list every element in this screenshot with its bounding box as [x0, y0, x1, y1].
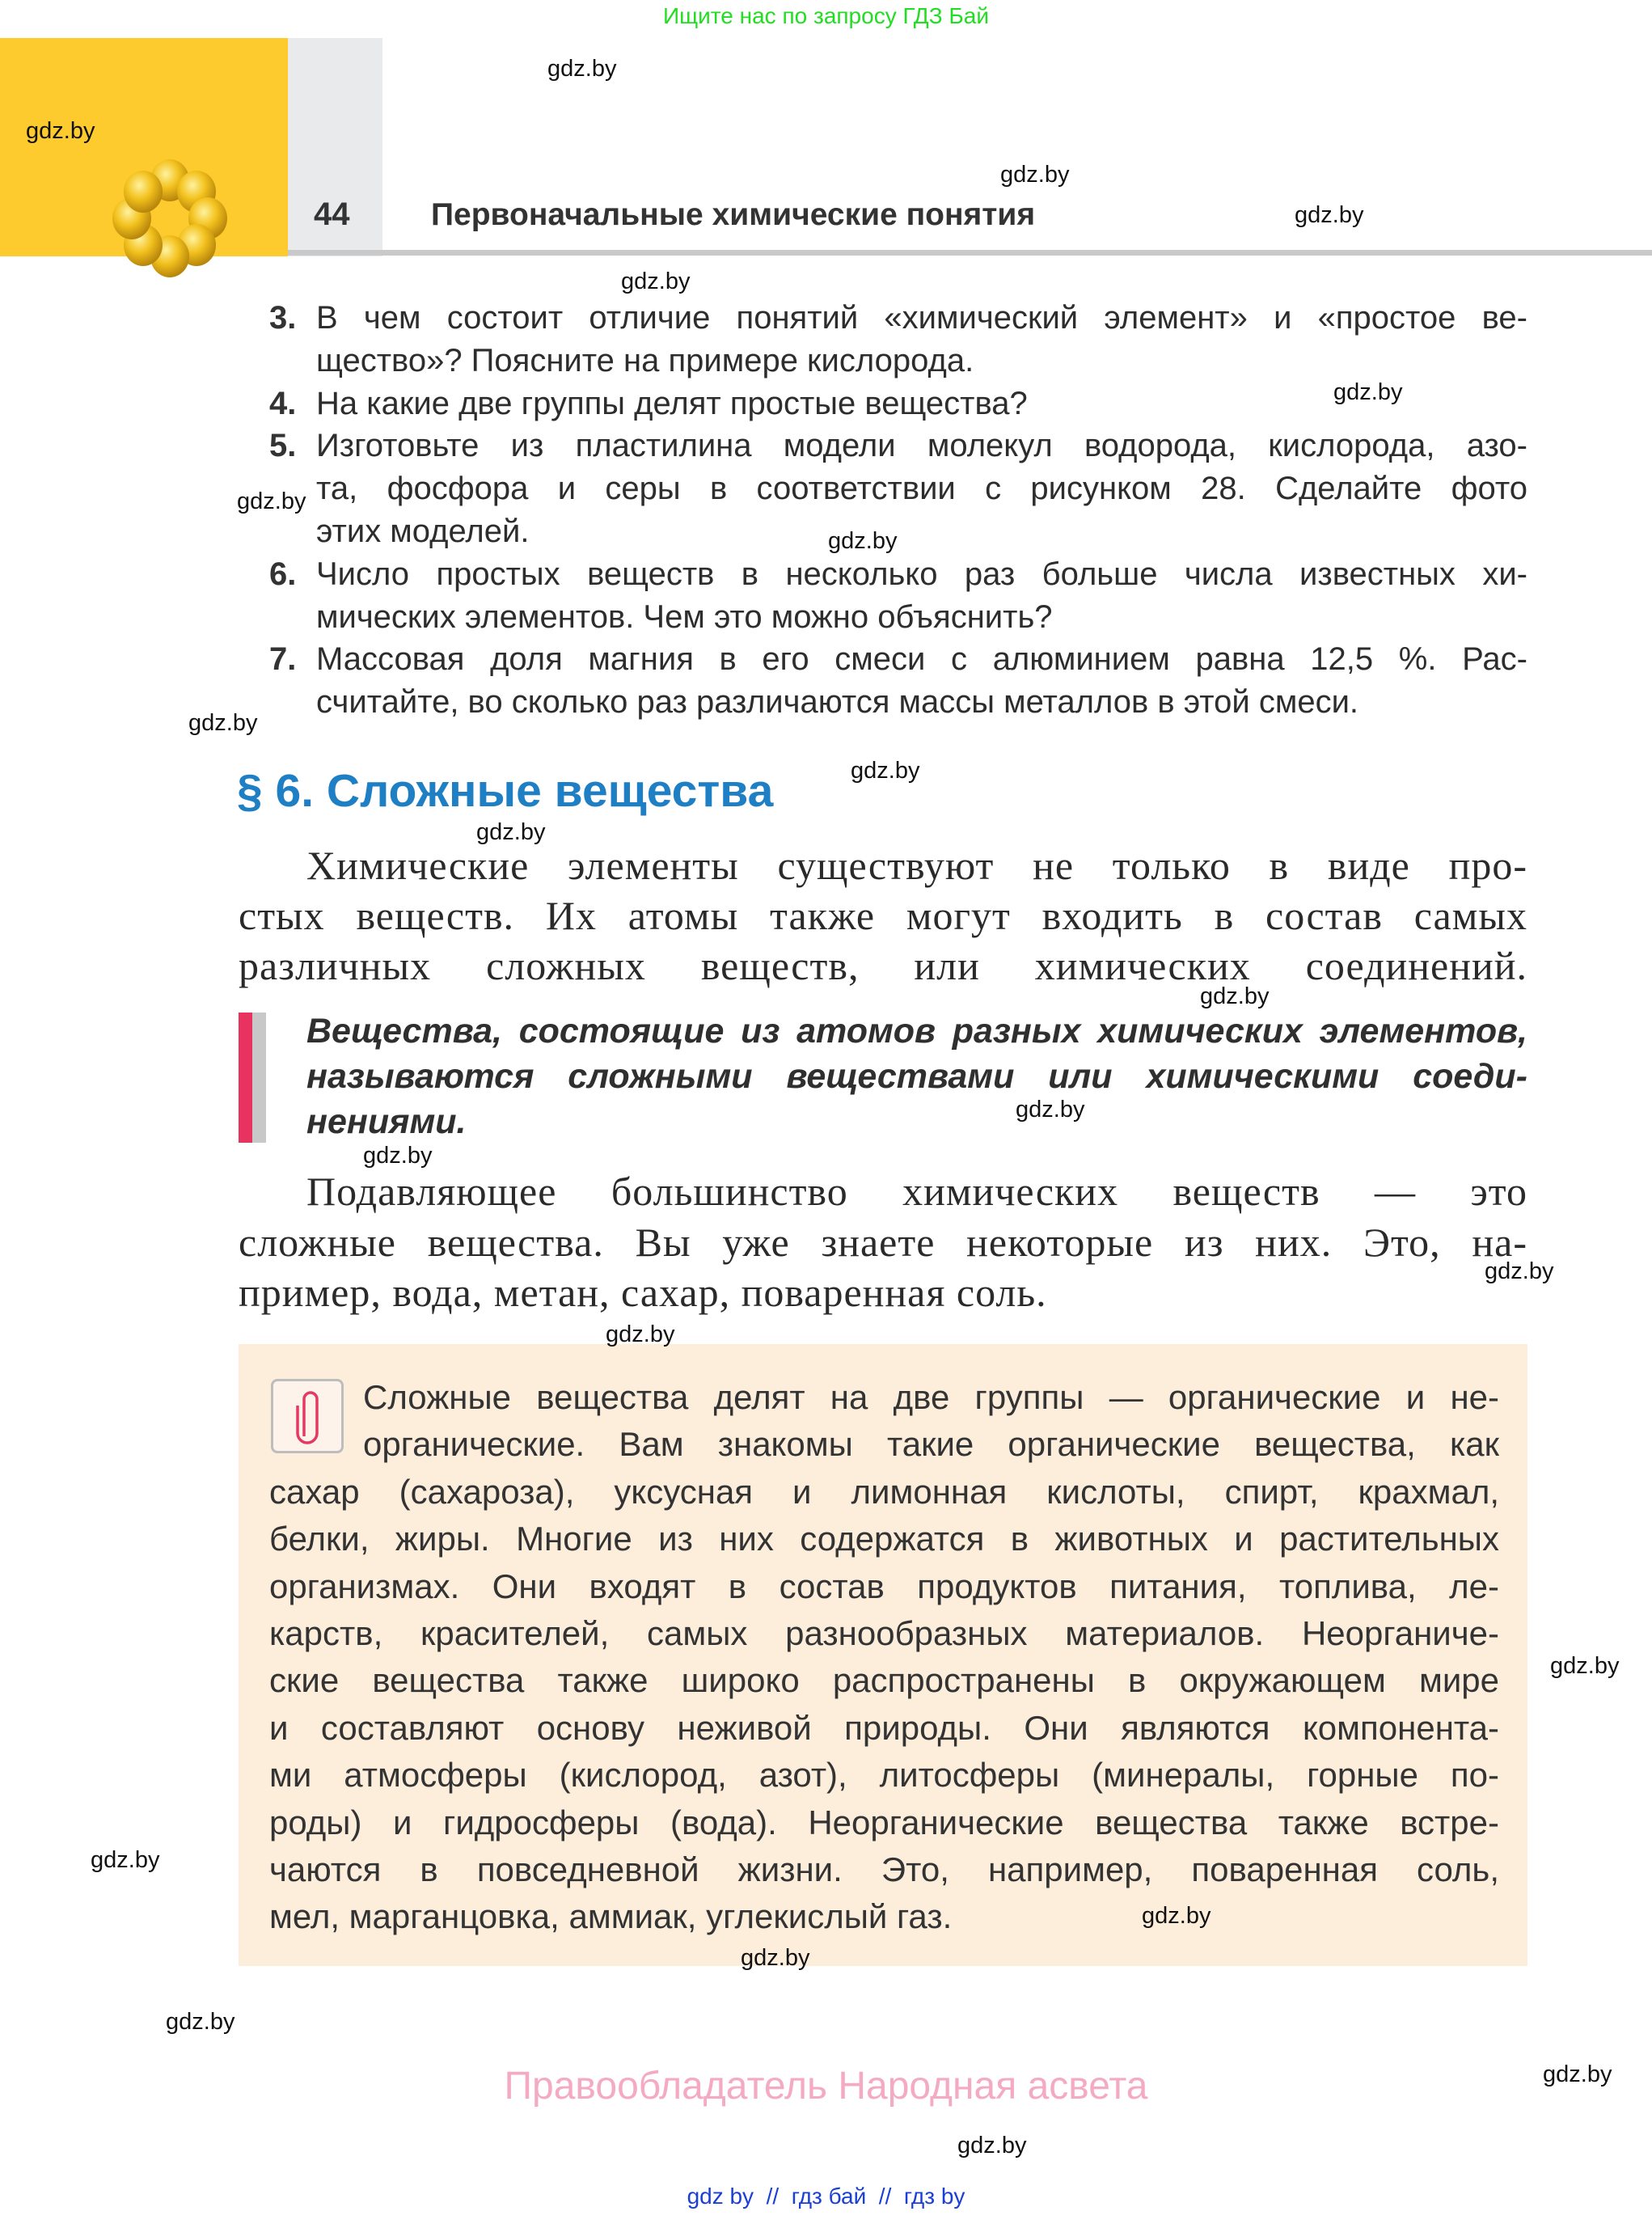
chapter-title: Первоначальные химические понятия	[431, 197, 1036, 232]
question-number: 5.	[269, 428, 297, 464]
watermark-text: gdz.by	[1000, 162, 1070, 188]
watermark-text: gdz.by	[1543, 2061, 1612, 2087]
header-rule	[288, 250, 1652, 256]
watermark-text: gdz.by	[741, 1945, 810, 1971]
watermark-text: gdz.by	[26, 118, 95, 144]
question-number: 3.	[269, 300, 297, 336]
definition-line: называются сложными веществами или химическими соеди-	[306, 1057, 1527, 1096]
info-box-line: ми атмосферы (кислород, азот), литосферы (минералы, горные по-	[269, 1756, 1499, 1795]
watermark-text: gdz.by	[828, 528, 898, 554]
watermark-text: gdz.by	[188, 710, 258, 736]
paragraph-line: Химические элементы существуют не только в виде про-	[306, 843, 1527, 888]
info-box-line: Сложные вещества делят на две группы — органические и не-	[363, 1378, 1499, 1416]
info-box-line: мел, марганцовка, аммиак, углекислый газ.	[269, 1897, 953, 1936]
question-line: Число простых веществ в несколько раз больше числа известных хи-	[316, 556, 1527, 592]
question-line: Изготовьте из пластилина модели молекул водорода, кислорода, азо-	[316, 428, 1527, 464]
watermark-text: gdz.by	[1142, 1903, 1211, 1929]
info-box-line: и составляют основу неживой природы. Они являются компонента-	[269, 1708, 1499, 1747]
header-yellow-block	[0, 38, 288, 256]
watermark-text: gdz.by	[476, 819, 546, 845]
question-number: 7.	[269, 641, 297, 678]
question-line: та, фосфора и серы в соответствии с рисунком 28. Сделайте фото	[316, 471, 1527, 507]
paragraph-line: сложные вещества. Вы уже знаете некоторые из них. Это, на-	[239, 1219, 1527, 1265]
watermark-text: gdz.by	[166, 2009, 235, 2035]
info-box-line: органические. Вам знакомы такие органические вещества, как	[363, 1425, 1499, 1464]
info-box-line: белки, жиры. Многие из них содержатся в животных и растительных	[269, 1520, 1499, 1558]
paperclip-icon	[271, 1379, 344, 1453]
paragraph-line: различных сложных веществ, или химических соединений.	[239, 943, 1527, 988]
question-line: щество»? Поясните на примере кислорода.	[316, 342, 974, 378]
top-banner[interactable]: Ищите нас по запросу ГДЗ Бай	[662, 3, 990, 28]
watermark-text: gdz.by	[1485, 1258, 1554, 1284]
question-number: 4.	[269, 385, 297, 421]
question-number: 6.	[269, 556, 297, 592]
paragraph-line: стых веществ. Их атомы также могут входить в состав самых	[239, 893, 1527, 938]
definition-bar-red	[239, 1013, 252, 1143]
definition-line: Вещества, состоящие из атомов разных химических элементов,	[306, 1012, 1527, 1051]
info-box-line: организмах. Они входят в состав продуктов питания, топлива, ле-	[269, 1567, 1499, 1605]
watermark-text: gdz.by	[621, 268, 691, 294]
info-box-line: карств, красителей, самых разнообразных материалов. Неорганиче-	[269, 1614, 1499, 1652]
footer-links[interactable]: gdz by // гдз бай // гдз by	[687, 2184, 965, 2209]
section-heading: § 6. Сложные вещества	[237, 765, 774, 817]
paragraph-line: Подавляющее большинство химических веществ — это	[306, 1169, 1527, 1214]
question-line: этих моделей.	[316, 514, 530, 549]
page-number: 44	[314, 197, 350, 232]
watermark-text: gdz.by	[547, 56, 617, 82]
watermark-text: gdz.by	[957, 2133, 1027, 2158]
copyright-footer: Правообладатель Народная асвета	[504, 2065, 1148, 2108]
watermark-text: gdz.by	[1295, 202, 1364, 228]
watermark-text: gdz.by	[606, 1321, 675, 1347]
watermark-text: gdz.by	[1550, 1653, 1620, 1679]
molecule-flower-icon	[109, 158, 230, 279]
question-line: мических элементов. Чем это можно объяснить?	[316, 598, 1053, 635]
watermark-text: gdz.by	[363, 1143, 433, 1169]
watermark-text: gdz.by	[237, 488, 306, 514]
info-box-line: чаются в повседневной жизни. Это, например, поваренная соль,	[269, 1850, 1499, 1888]
watermark-text: gdz.by	[1016, 1097, 1085, 1123]
info-box-line: сахар (сахароза), уксусная и лимонная кислоты, спирт, крахмал,	[269, 1472, 1499, 1511]
watermark-text: gdz.by	[1333, 379, 1403, 405]
definition-bar-grey	[252, 1013, 266, 1143]
definition-line: нениями.	[306, 1102, 467, 1141]
question-line: В чем состоит отличие понятий «химический элемент» и «простое ве-	[316, 300, 1527, 336]
info-box-line: ские вещества также широко распространены в окружающем мире	[269, 1661, 1499, 1700]
question-line: Массовая доля магния в его смеси с алюминием равна 12,5 %. Рас-	[316, 641, 1527, 678]
question-line: На какие две группы делят простые вещества?	[316, 385, 1028, 421]
question-line: считайте, во сколько раз различаются массы металлов в этой смеси.	[316, 684, 1359, 721]
watermark-text: gdz.by	[851, 758, 920, 784]
watermark-text: gdz.by	[1200, 983, 1270, 1009]
watermark-text: gdz.by	[91, 1847, 160, 1873]
info-box-line: роды) и гидросферы (вода). Неорганические вещества также встре-	[269, 1803, 1499, 1841]
paragraph-line: пример, вода, метан, сахар, поваренная соль.	[239, 1270, 1047, 1315]
